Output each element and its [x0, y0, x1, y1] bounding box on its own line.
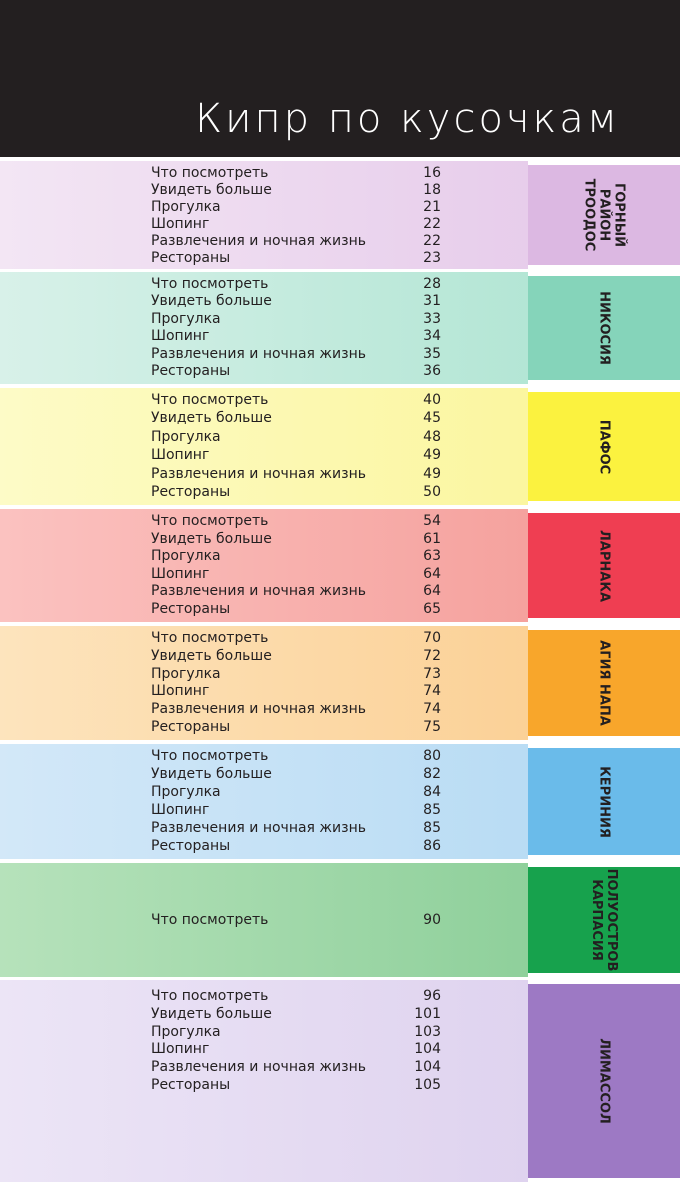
toc-entry[interactable] — [151, 363, 441, 380]
toc-entry[interactable] — [151, 784, 441, 801]
section-entries — [151, 392, 441, 501]
toc-entry[interactable] — [151, 199, 441, 216]
entry-label: Увидеть больше — [151, 410, 272, 427]
entry-page-number: 96 — [423, 988, 441, 1004]
toc-entry[interactable] — [151, 988, 441, 1005]
toc-entry[interactable] — [151, 912, 441, 929]
entry-label: Шопинг — [151, 565, 210, 582]
entry-label: Шопинг — [151, 216, 210, 232]
entry-page-number: 50 — [423, 483, 441, 500]
section-tab-label: ПОЛУОСТРОВ КАРПАСИЯ — [589, 868, 619, 972]
section-entries — [151, 630, 441, 736]
entry-label: Что посмотреть — [151, 276, 269, 292]
entry-page-number: 23 — [423, 250, 441, 266]
entry-page-number: 63 — [423, 548, 441, 565]
toc-entry[interactable] — [151, 233, 441, 250]
toc-entry[interactable] — [151, 410, 441, 427]
entry-page-number: 18 — [423, 182, 441, 198]
section-tab[interactable] — [528, 748, 680, 855]
entry-label: Что посмотреть — [151, 165, 269, 181]
section-tab-label: АГИЯ НАПА — [596, 640, 612, 726]
entry-page-number: 49 — [423, 447, 441, 464]
entry-label: Шопинг — [151, 683, 210, 700]
section — [0, 744, 680, 859]
toc-entry[interactable] — [151, 838, 441, 855]
entry-label: Увидеть больше — [151, 766, 272, 782]
toc-entry[interactable] — [151, 182, 441, 199]
entry-page-number: 45 — [423, 410, 441, 427]
toc-entry[interactable] — [151, 1024, 441, 1041]
entry-page-number: 82 — [423, 766, 441, 782]
entry-label: Прогулка — [151, 1023, 221, 1040]
entry-page-number: 36 — [423, 362, 441, 379]
entry-page-number: 49 — [423, 465, 441, 482]
entry-label: Что посмотреть — [151, 748, 269, 764]
toc-entry[interactable] — [151, 165, 441, 182]
toc-entry[interactable] — [151, 250, 441, 267]
toc-entry[interactable] — [151, 601, 441, 618]
entry-page-number: 48 — [423, 428, 441, 445]
entry-page-number: 103 — [414, 1023, 441, 1040]
section-tab[interactable] — [528, 513, 680, 618]
entry-label: Рестораны — [151, 718, 231, 735]
entry-page-number: 28 — [423, 276, 441, 292]
entry-page-number: 74 — [423, 683, 441, 700]
toc-entry[interactable] — [151, 566, 441, 583]
toc-entry[interactable] — [151, 820, 441, 837]
entry-label: Увидеть больше — [151, 182, 272, 198]
entry-label: Рестораны — [151, 1076, 231, 1093]
toc-entry[interactable] — [151, 1059, 441, 1076]
entry-label: Шопинг — [151, 1041, 210, 1058]
toc-entry[interactable] — [151, 666, 441, 683]
entry-label: Рестораны — [151, 838, 231, 854]
section — [0, 272, 680, 384]
entry-page-number: 90 — [423, 911, 441, 928]
section-tab-label: КЕРИНИЯ — [596, 765, 612, 838]
entry-label: Прогулка — [151, 548, 221, 565]
entry-page-number: 72 — [423, 647, 441, 664]
section-tab[interactable] — [528, 984, 680, 1178]
toc-entry[interactable] — [151, 293, 441, 310]
entry-label: Прогулка — [151, 428, 221, 445]
header-band — [0, 0, 680, 157]
section-tab-label: ЛАРНАКА — [596, 529, 612, 602]
entry-page-number: 35 — [423, 345, 441, 362]
section-tab-label: ГОРНЫЙ РАЙОН ТРООДОС — [581, 178, 627, 252]
entry-page-number: 64 — [423, 565, 441, 582]
entry-page-number: 80 — [423, 748, 441, 764]
toc-entry[interactable] — [151, 630, 441, 647]
section-tab-label: НИКОСИЯ — [596, 291, 612, 365]
section — [0, 980, 680, 1182]
toc-entry[interactable] — [151, 1077, 441, 1094]
section — [0, 626, 680, 740]
section-tab[interactable] — [528, 165, 680, 265]
entry-page-number: 104 — [414, 1059, 441, 1076]
entry-label: Развлечения и ночная жизнь — [151, 701, 366, 718]
toc-entry[interactable] — [151, 392, 441, 409]
entry-page-number: 85 — [423, 802, 441, 818]
section-tab[interactable] — [528, 276, 680, 380]
entry-label: Шопинг — [151, 328, 210, 345]
toc-entry[interactable] — [151, 583, 441, 600]
entry-label: Развлечения и ночная жизнь — [151, 583, 366, 600]
section-entries — [151, 748, 441, 855]
entry-page-number: 65 — [423, 600, 441, 617]
toc-entry[interactable] — [151, 484, 441, 501]
toc-entry[interactable] — [151, 466, 441, 483]
entry-label: Что посмотреть — [151, 911, 269, 928]
toc-entry[interactable] — [151, 683, 441, 700]
entry-label: Рестораны — [151, 600, 231, 617]
toc-entry[interactable] — [151, 1006, 441, 1023]
toc-entry[interactable] — [151, 748, 441, 765]
entry-label: Рестораны — [151, 250, 231, 266]
section-tab-label: ПАФОС — [596, 419, 612, 474]
entry-page-number: 105 — [414, 1076, 441, 1093]
entry-label: Что посмотреть — [151, 630, 269, 646]
entry-label: Развлечения и ночная жизнь — [151, 1059, 366, 1076]
entry-page-number: 74 — [423, 701, 441, 718]
entry-label: Развлечения и ночная жизнь — [151, 465, 366, 482]
entry-page-number: 75 — [423, 718, 441, 735]
entry-page-number: 86 — [423, 838, 441, 854]
toc-entry[interactable] — [151, 548, 441, 565]
entry-label: Шопинг — [151, 447, 210, 464]
entry-label: Развлечения и ночная жизнь — [151, 820, 366, 836]
toc-entry[interactable] — [151, 276, 441, 293]
toc-entry[interactable] — [151, 429, 441, 446]
section — [0, 161, 680, 269]
entry-page-number: 54 — [423, 513, 441, 529]
entry-page-number: 31 — [423, 293, 441, 310]
entry-label: Прогулка — [151, 665, 221, 682]
section-tab[interactable] — [528, 392, 680, 501]
toc-entry[interactable] — [151, 216, 441, 233]
entry-label: Шопинг — [151, 802, 210, 818]
entry-label: Увидеть больше — [151, 1005, 272, 1022]
entry-page-number: 16 — [423, 165, 441, 181]
toc-entry[interactable] — [151, 531, 441, 548]
toc-entry[interactable] — [151, 766, 441, 783]
entry-page-number: 101 — [414, 1005, 441, 1022]
entry-page-number: 104 — [414, 1041, 441, 1058]
entry-label: Развлечения и ночная жизнь — [151, 233, 366, 249]
toc-entry[interactable] — [151, 802, 441, 819]
entry-label: Рестораны — [151, 483, 231, 500]
page-title: Кипр по кусочкам — [195, 96, 620, 142]
entry-label: Прогулка — [151, 784, 221, 800]
entry-label: Прогулка — [151, 199, 221, 215]
entry-label: Увидеть больше — [151, 293, 272, 310]
entry-label: Прогулка — [151, 310, 221, 327]
toc-entry[interactable] — [151, 701, 441, 718]
section-entries — [151, 513, 441, 618]
section — [0, 388, 680, 505]
entry-page-number: 34 — [423, 328, 441, 345]
toc-entry[interactable] — [151, 346, 441, 363]
toc-entry[interactable] — [151, 328, 441, 345]
entry-page-number: 85 — [423, 820, 441, 836]
entry-label: Развлечения и ночная жизнь — [151, 345, 366, 362]
entry-page-number: 73 — [423, 665, 441, 682]
entry-page-number: 64 — [423, 583, 441, 600]
section-entries — [151, 165, 441, 265]
entry-label: Что посмотреть — [151, 513, 269, 529]
toc-entry[interactable] — [151, 648, 441, 665]
section-entries — [151, 276, 441, 380]
toc-entry[interactable] — [151, 311, 441, 328]
entry-label: Что посмотреть — [151, 988, 269, 1004]
entry-page-number: 33 — [423, 310, 441, 327]
section-entries — [151, 988, 441, 1094]
section — [0, 509, 680, 622]
entry-label: Что посмотреть — [151, 392, 269, 408]
toc-entry[interactable] — [151, 1041, 441, 1058]
entry-label: Увидеть больше — [151, 647, 272, 664]
section-tab-label: ЛИМАССОЛ — [596, 1038, 612, 1124]
entry-page-number: 61 — [423, 530, 441, 547]
entry-page-number: 40 — [423, 392, 441, 408]
toc-entry[interactable] — [151, 719, 441, 736]
entry-page-number: 84 — [423, 784, 441, 800]
section-entries — [151, 867, 441, 973]
entry-page-number: 22 — [423, 216, 441, 232]
toc-entry[interactable] — [151, 513, 441, 530]
entry-page-number: 22 — [423, 233, 441, 249]
entry-page-number: 21 — [423, 199, 441, 215]
section-tab[interactable] — [528, 630, 680, 736]
entry-page-number: 70 — [423, 630, 441, 646]
section — [0, 863, 680, 977]
entry-label: Увидеть больше — [151, 530, 272, 547]
section-tab[interactable] — [528, 867, 680, 973]
toc-entry[interactable] — [151, 447, 441, 464]
entry-label: Рестораны — [151, 362, 231, 379]
